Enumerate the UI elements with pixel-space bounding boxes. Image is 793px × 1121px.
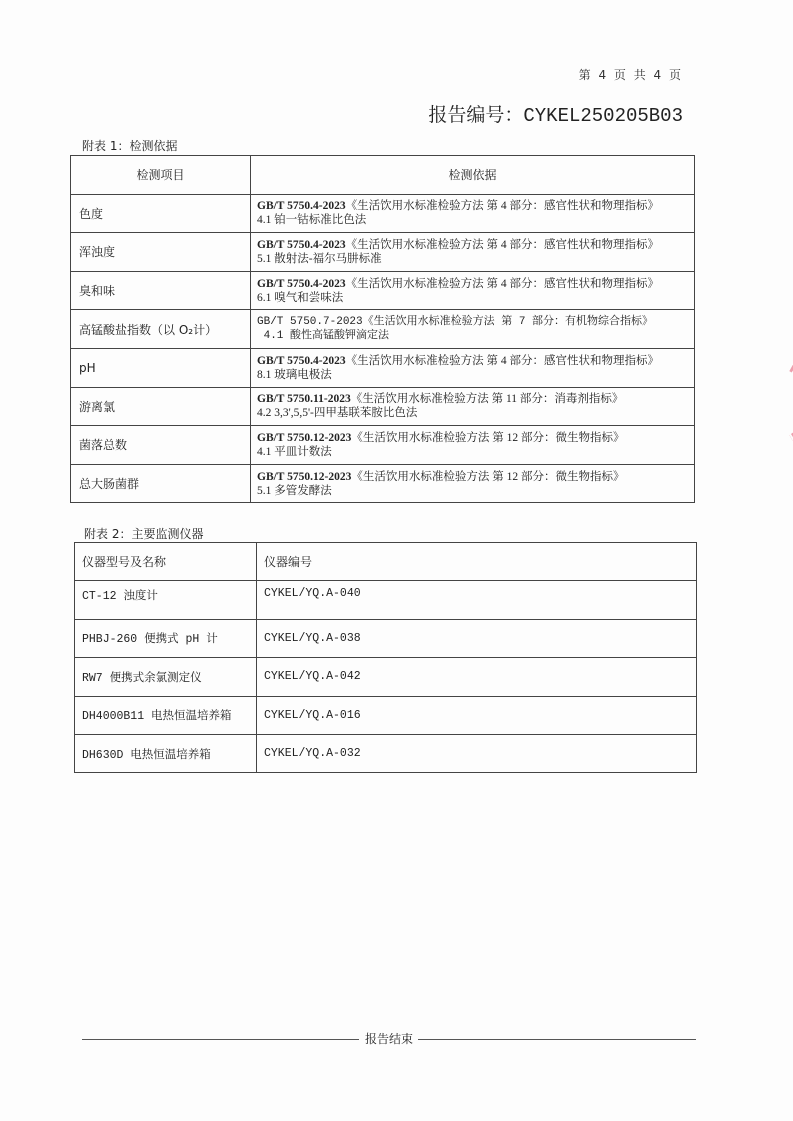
table-row bbox=[71, 271, 695, 310]
standard-title: 《生活饮用水标准检验方法 第 12 部分：微生物指标》 bbox=[351, 431, 625, 444]
standard-code: GB/T 5750.4-2023 bbox=[257, 354, 346, 367]
code-cell: CYKEL/YQ.A-040 bbox=[257, 581, 697, 619]
method-text: 4.1 平皿计数法 bbox=[257, 445, 332, 458]
basis-cell bbox=[251, 194, 695, 233]
report-end-divider bbox=[82, 1032, 696, 1046]
method-text: 6.1 嗅气和尝味法 bbox=[257, 291, 344, 304]
table-row bbox=[71, 348, 695, 387]
basis-cell bbox=[251, 310, 695, 349]
divider-line-right bbox=[418, 1039, 696, 1040]
standard-title: 《生活饮用水标准检验方法 第 4 部分：感官性状和物理指标》 bbox=[345, 200, 659, 213]
instrument-cell: CT-12 浊度计 bbox=[75, 581, 257, 619]
standard-code: GB/T 5750.4-2023 bbox=[257, 200, 346, 213]
page-indicator: 第 4 页 共 4 页 bbox=[578, 68, 683, 82]
detection-basis-table bbox=[70, 155, 695, 503]
standard-title: 《生活饮用水标准检验方法 第 4 部分：感官性状和物理指标》 bbox=[345, 238, 659, 251]
report-number-value: CYKEL250205B03 bbox=[523, 105, 683, 127]
table-row bbox=[71, 464, 695, 503]
code-cell: CYKEL/YQ.A-032 bbox=[257, 734, 697, 772]
table-row bbox=[71, 426, 695, 465]
instrument-cell: RW7 便携式余氯测定仪 bbox=[75, 658, 257, 696]
table-row bbox=[75, 734, 697, 772]
basis-cell bbox=[251, 348, 695, 387]
item-cell: 色度 bbox=[71, 194, 251, 233]
standard-title: 《生活饮用水标准检验方法 第 7 部分：有机物综合指标》 bbox=[362, 316, 654, 329]
header-cell-item: 检测项目 bbox=[71, 156, 251, 195]
table-row bbox=[71, 310, 695, 349]
header-cell-basis: 检测依据 bbox=[251, 156, 695, 195]
method-text: 8.1 玻璃电极法 bbox=[257, 368, 332, 381]
table-row bbox=[71, 194, 695, 233]
standard-title: 《生活饮用水标准检验方法 第 4 部分：感官性状和物理指标》 bbox=[345, 277, 659, 290]
method-text: 4.1 铂一钴标准比色法 bbox=[257, 214, 367, 227]
table-row bbox=[71, 387, 695, 426]
table-header-row bbox=[75, 543, 697, 581]
code-cell: CYKEL/YQ.A-042 bbox=[257, 658, 697, 696]
table-row bbox=[75, 658, 697, 696]
instrument-cell: PHBJ-260 便携式 pH 计 bbox=[75, 619, 257, 657]
method-text: 4.2 3,3',5,5'-四甲基联苯胺比色法 bbox=[257, 407, 418, 420]
basis-cell bbox=[251, 387, 695, 426]
standard-title: 《生活饮用水标准检验方法 第 11 部分：消毒剂指标》 bbox=[350, 393, 624, 406]
instrument-cell: DH4000B11 电热恒温培养箱 bbox=[75, 696, 257, 734]
header-cell-instrument: 仪器型号及名称 bbox=[75, 543, 257, 581]
item-cell: 浑浊度 bbox=[71, 233, 251, 272]
item-cell: 臭和味 bbox=[71, 271, 251, 310]
standard-code: GB/T 5750.12-2023 bbox=[257, 431, 352, 444]
standard-code: GB/T 5750.4-2023 bbox=[257, 277, 346, 290]
standard-code: GB/T 5750.4-2023 bbox=[257, 238, 346, 251]
item-cell: pH bbox=[71, 348, 251, 387]
instruments-table bbox=[74, 542, 697, 773]
item-cell: 高锰酸盐指数（以 O₂计） bbox=[71, 310, 251, 349]
report-end-text: 报告结束 bbox=[364, 1032, 413, 1046]
appendix1-caption: 附表 1：检测依据 bbox=[82, 139, 178, 153]
instrument-cell: DH630D 电热恒温培养箱 bbox=[75, 734, 257, 772]
method-text: 5.1 多管发酵法 bbox=[257, 484, 332, 497]
method-text: 4.1 酸性高锰酸钾滴定法 bbox=[257, 330, 390, 343]
standard-code: GB/T 5750.12-2023 bbox=[257, 470, 352, 483]
basis-cell bbox=[251, 271, 695, 310]
table-header-row bbox=[71, 156, 695, 195]
table-row bbox=[75, 581, 697, 619]
basis-cell bbox=[251, 233, 695, 272]
report-number bbox=[428, 100, 683, 127]
table-row bbox=[75, 696, 697, 734]
method-text: 5.1 散射法-福尔马肼标准 bbox=[257, 252, 382, 265]
appendix2-caption: 附表 2：主要监测仪器 bbox=[84, 527, 204, 541]
standard-code: GB/T 5750.7-2023 bbox=[257, 316, 363, 329]
official-seal-stamp bbox=[739, 348, 793, 458]
item-cell: 游离氯 bbox=[71, 387, 251, 426]
standard-title: 《生活饮用水标准检验方法 第 4 部分：感官性状和物理指标》 bbox=[345, 354, 659, 367]
report-number-label: 报告编号： bbox=[428, 104, 524, 126]
basis-cell bbox=[251, 426, 695, 465]
standard-code: GB/T 5750.11-2023 bbox=[257, 393, 351, 406]
item-cell: 菌落总数 bbox=[71, 426, 251, 465]
item-cell: 总大肠菌群 bbox=[71, 464, 251, 503]
basis-cell bbox=[251, 464, 695, 503]
code-cell: CYKEL/YQ.A-038 bbox=[257, 619, 697, 657]
table-row bbox=[75, 619, 697, 657]
code-cell: CYKEL/YQ.A-016 bbox=[257, 696, 697, 734]
table-row bbox=[71, 233, 695, 272]
header-cell-code: 仪器编号 bbox=[257, 543, 697, 581]
standard-title: 《生活饮用水标准检验方法 第 12 部分：微生物指标》 bbox=[351, 470, 625, 483]
